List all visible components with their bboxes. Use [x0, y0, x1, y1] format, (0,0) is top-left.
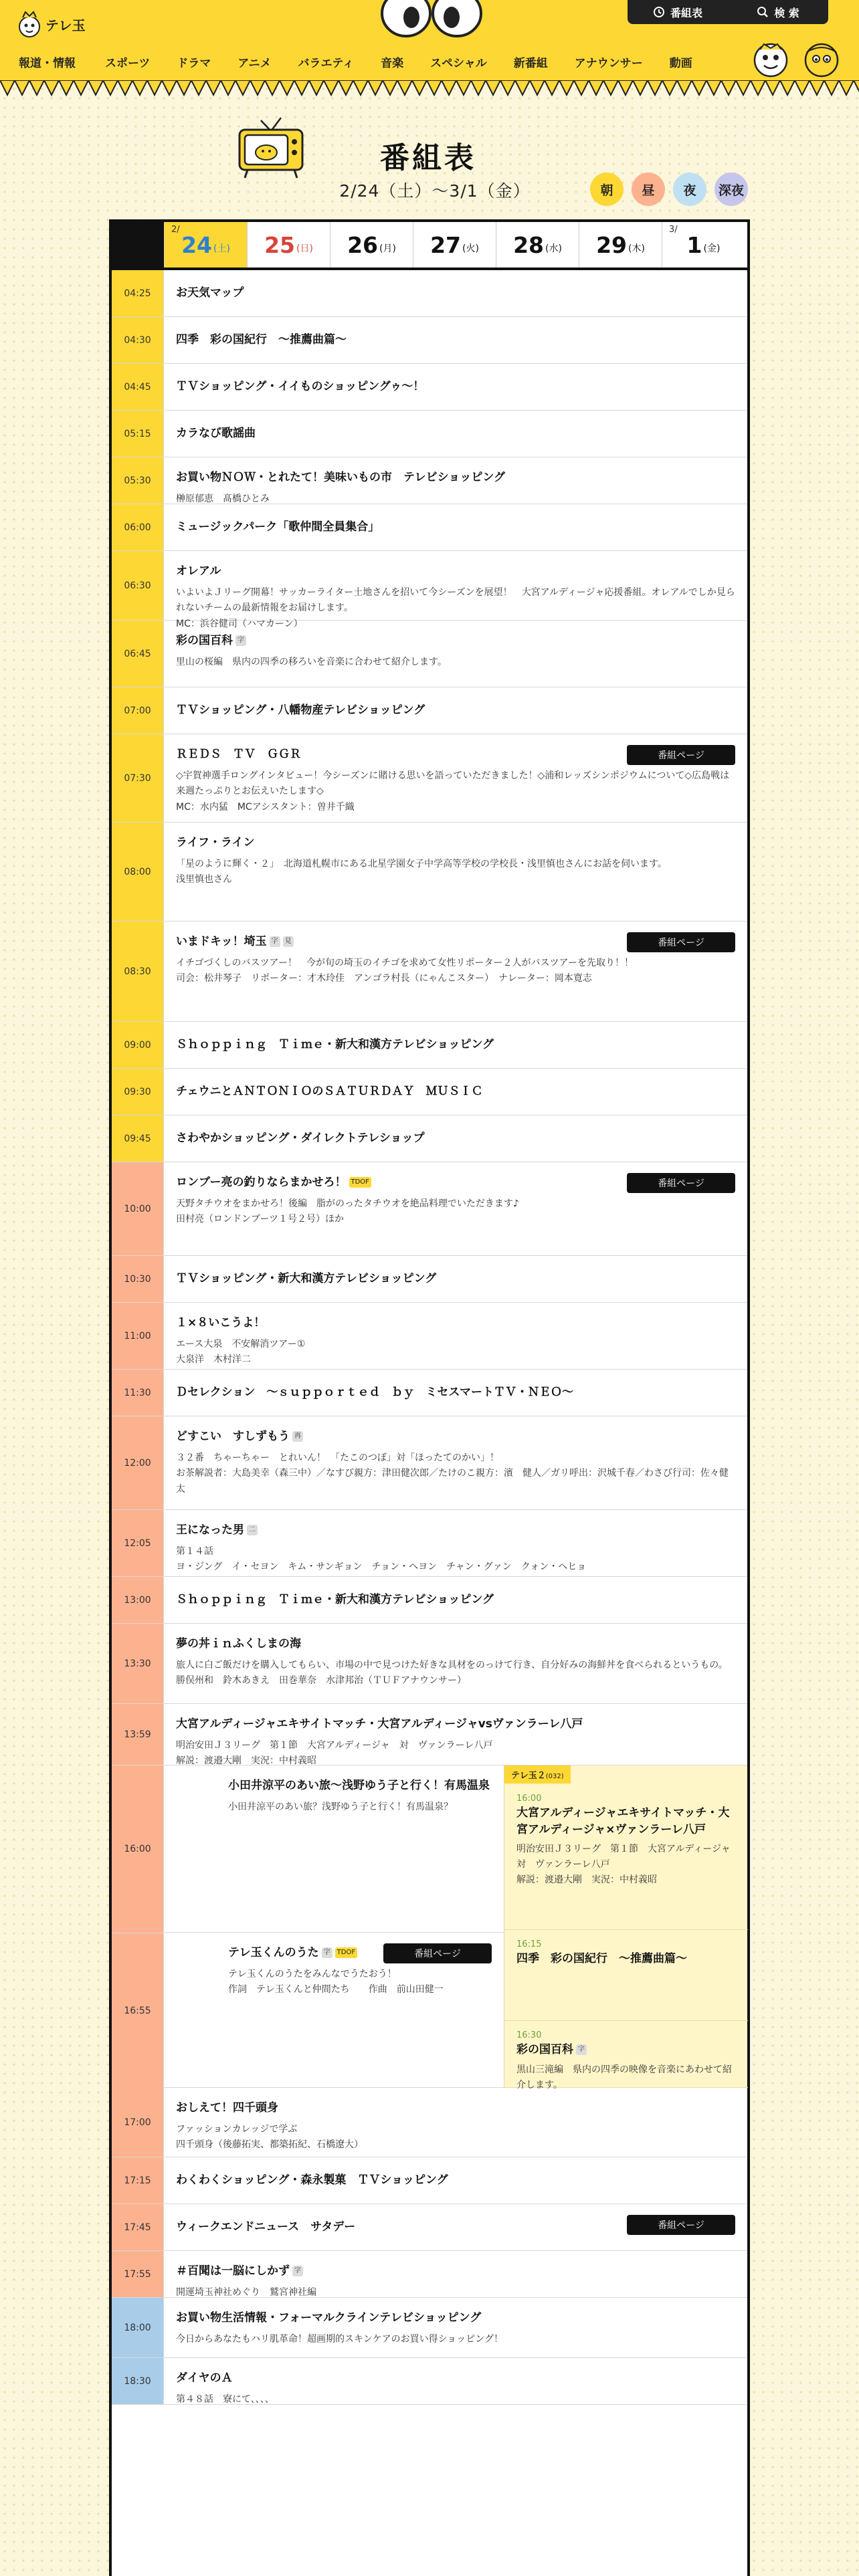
- program-time: 09:45: [112, 1115, 164, 1162]
- page-title: 番組表: [380, 141, 476, 175]
- program-description: 里山の桜編 県内の四季の移ろいを音楽に合わせて紹介します。: [176, 656, 447, 667]
- nav-announcers[interactable]: アナウンサー: [574, 57, 643, 70]
- pill-late-night[interactable]: 深夜: [714, 173, 748, 206]
- program-row: [112, 1510, 747, 1577]
- program-info: [176, 1716, 735, 1769]
- program-title[interactable]: カラなび歌謡曲: [176, 427, 256, 440]
- program-row: [112, 823, 747, 922]
- day-number: 24: [181, 231, 212, 258]
- day-tab[interactable]: [330, 222, 413, 267]
- program-time: 17:00: [112, 2088, 164, 2157]
- program-page-button[interactable]: 番組ページ: [627, 1173, 735, 1193]
- sub-program-title[interactable]: 四季 彩の国紀行 〜推薦曲篇〜: [516, 1952, 687, 1965]
- day-month: 3/: [669, 225, 678, 235]
- program-description: 小田井涼平のあい旅？浅野ゆう子と行く！有馬温泉？: [228, 1801, 453, 1812]
- day-weekday: (水): [545, 243, 562, 254]
- program-badge: 二: [247, 1525, 258, 1536]
- schedule-link-label: 番組表: [670, 6, 702, 19]
- program-badge: 字: [576, 2044, 587, 2056]
- program-time: 06:30: [112, 551, 164, 620]
- day-weekday: (金): [703, 243, 721, 254]
- program-row: [112, 2157, 747, 2204]
- program-row: [164, 1765, 504, 1933]
- program-title[interactable]: お天気マップ: [176, 286, 244, 300]
- program-title[interactable]: ＴＶショッピング・イイものショッピングゥ〜！: [176, 380, 425, 393]
- day-weekday: (月): [379, 243, 396, 254]
- program-time: 12:05: [112, 1510, 164, 1576]
- program-description: 旅人に白ご飯だけを購入してもらい、市場の中で見つけた好きな具材をのっけて行き、自分好みの海鮮丼を食べられるというもの。 勝俣州和 鈴木あきえ 田巻華奈 水津邦治（ＴＵＦアナウンサー）: [176, 1659, 728, 1687]
- program-title[interactable]: 夢の丼ｉｎふくしまの海: [176, 1637, 301, 1650]
- program-title[interactable]: 大宮アルディージャエキサイトマッチ・大宮アルディージャvsヴァンラーレ八戸: [176, 1717, 583, 1731]
- program-title[interactable]: 小田井涼平のあい旅〜浅野ゆう子と行く！有馬温泉: [228, 1779, 490, 1792]
- program-row: [112, 364, 747, 411]
- teletama2-column: [504, 1765, 747, 2090]
- program-time: 17:45: [112, 2204, 164, 2250]
- program-time: 07:30: [112, 734, 164, 822]
- nav-news[interactable]: 報道・情報: [19, 57, 76, 70]
- program-title[interactable]: お買い物ＮＯＷ・とれたて！美味いもの市 テレビショッピング: [176, 471, 505, 484]
- program-info: [176, 425, 735, 442]
- program-row: [112, 2358, 747, 2405]
- program-row: [112, 1370, 747, 1416]
- teredama-badge-icon[interactable]: [803, 41, 840, 79]
- program-title[interactable]: ＴＶショッピング・八幡物産テレビショッピング: [176, 704, 425, 717]
- program-badge: 字: [292, 2266, 303, 2277]
- program-row: [112, 1704, 747, 1765]
- program-info: [176, 1384, 735, 1401]
- program-badge: TDOF: [349, 1177, 371, 1188]
- nav-videos[interactable]: 動画: [669, 57, 692, 70]
- nav-music[interactable]: 音楽: [381, 57, 404, 70]
- program-info: [176, 702, 735, 719]
- program-time: 11:00: [112, 1303, 164, 1369]
- program-title[interactable]: チェウニとＡＮＴＯＮＩＯのＳＡＴＵＲＤＡＹ ＭＵＳＩＣ: [176, 1085, 483, 1098]
- program-description: ファッションカレッジで学ぶ 四千頭身（後藤拓実、都築拓紀、石橋遼大）: [176, 2123, 363, 2151]
- logo-text: テレ玉: [45, 17, 86, 33]
- program-info: [176, 2310, 735, 2347]
- program-time: 10:00: [112, 1162, 164, 1255]
- program-row: [112, 2088, 747, 2157]
- day-weekday: (日): [296, 243, 313, 254]
- program-title[interactable]: Ｄセレクション 〜ｓｕｐｐｏｒｔｅｄ ｂｙ ミセスマートＴＶ・ＮＥＯ〜: [176, 1386, 573, 1399]
- mascot-eyes-icon: [378, 0, 485, 39]
- program-title[interactable]: １×８いこうよ！: [176, 1316, 266, 1329]
- program-description: ◇宇賀神選手ロングインタビュー！今シーズンに賭ける思いを語っていただきました！◇浦和レッズシンポジウムについて◇広島戦は来週たっぷりとお伝えいたします◇ MC：水内猛 MCアシスタント：曽井千織: [176, 770, 730, 813]
- retro-tv-illustration-icon: [234, 112, 308, 179]
- program-time: 08:30: [112, 922, 164, 1021]
- teletama-kun-mascot-icon[interactable]: [752, 41, 789, 79]
- sub-program-time: 16:00: [516, 1794, 542, 1804]
- sub-program-title[interactable]: 大宮アルディージャエキサイトマッチ・大宮アルディージャ×ヴァンラーレ八戸: [516, 1806, 730, 1836]
- program-time: 10:30: [112, 1256, 164, 1302]
- program-description: エース大泉 不安解消ツアー① 大泉洋 木村洋二: [176, 1338, 306, 1366]
- program-info: [176, 835, 735, 888]
- nav-anime[interactable]: アニメ: [237, 57, 272, 70]
- main-channel-column: [164, 1765, 504, 2087]
- program-description: 第１４話 ヨ・ジング イ・セヨン キム・サンギョン チョン・ヘヨン チャン・グァン クォン・ヘヒョ: [176, 1545, 587, 1573]
- sub-program-title[interactable]: 彩の国百科 字: [516, 2042, 737, 2058]
- program-badge: 字: [270, 936, 280, 948]
- program-time: 09:30: [112, 1069, 164, 1115]
- program-row: [112, 270, 747, 317]
- program-page-button[interactable]: 番組ページ: [627, 932, 735, 952]
- pill-daytime[interactable]: 昼: [632, 173, 665, 206]
- program-info: [176, 1037, 735, 1053]
- program-title[interactable]: 彩の国百科 字: [176, 633, 735, 649]
- program-description: イチゴづくしのバスツアー！ 今が旬の埼玉のイチゴを求めて女性リポーター２人がバスツアーを先取り！！ 司会：松井琴子 リポーター：才木玲佳 アンゴラ村長（にゃんこスター） ナレーター：岡本寛志: [176, 957, 634, 984]
- program-page-button[interactable]: 番組ページ: [627, 745, 735, 765]
- program-row: [112, 1577, 747, 1624]
- program-row: [112, 1624, 747, 1704]
- program-title[interactable]: お買い物生活情報・フォーマルクラインテレビショッピング: [176, 2311, 482, 2325]
- program-info: [176, 2370, 735, 2407]
- program-time: 05:30: [112, 457, 164, 504]
- day-number: 29: [596, 231, 627, 258]
- program-description: 榊原郁恵 髙橋ひとみ: [176, 493, 270, 504]
- day-selector: [112, 222, 747, 270]
- program-time: 04:30: [112, 317, 164, 363]
- sub-program: [504, 2021, 748, 2088]
- program-description: 第４８話 寮にて、、、、: [176, 2393, 274, 2405]
- program-row: [112, 1069, 747, 1115]
- site-logo[interactable]: [17, 9, 86, 39]
- program-info: [176, 1592, 735, 1608]
- sub-program: [504, 1930, 748, 2021]
- program-info: [176, 1271, 735, 1287]
- program-row: [112, 551, 747, 630]
- nav-special[interactable]: スペシャル: [430, 57, 487, 70]
- header-zigzag-border: [0, 80, 859, 100]
- program-badge: 字: [235, 635, 246, 647]
- program-info: [176, 2100, 735, 2153]
- channel-tag: テレ玉２(032): [504, 1765, 571, 1784]
- day-tab[interactable]: [579, 222, 662, 267]
- program-time: 11:30: [112, 1370, 164, 1416]
- program-info: [176, 379, 735, 395]
- program-badge: 字: [322, 1947, 332, 1959]
- day-weekday: (木): [628, 243, 645, 254]
- program-info: [176, 469, 735, 507]
- program-time: 17:55: [112, 2251, 164, 2297]
- program-row: [112, 1256, 747, 1303]
- program-time: 16:55: [112, 1933, 164, 2088]
- program-row: [112, 734, 747, 823]
- program-time: 16:00: [112, 1765, 164, 1933]
- program-description: 天野タチウオをまかせろ！後編 脂がのったタチウオを絶品料理でいただきます♪ 田村亮（ロンドンブーツ１号２号）ほか: [176, 1198, 519, 1225]
- program-description: ３２番 ちゃーちゃー とれいん！ 「たこのつぼ」対「ほったてのかい」！ お茶解説者：大島美幸（森三中）／なすび親方：津田健次郎／たけのこ親方：濱 健人／ガリ呼出：沢城千春／わさび行司：佐々健太: [176, 1452, 729, 1495]
- program-title[interactable]: 四季 彩の国紀行 〜推薦曲篇〜: [176, 333, 347, 346]
- program-title[interactable]: ウィークエンドニュース サタデー: [176, 2220, 356, 2234]
- program-badge: 再: [292, 1431, 303, 1442]
- clock-icon: [653, 6, 665, 18]
- teletama-logo-icon: [17, 9, 41, 39]
- date-range: 2/24（土）〜3/1（金）: [339, 181, 531, 201]
- program-title[interactable]: さわやかショッピング・ダイレクトテレショップ: [176, 1132, 425, 1145]
- day-weekday: (火): [462, 243, 479, 254]
- program-info: [176, 2263, 735, 2300]
- day-number: 27: [430, 231, 461, 258]
- program-info: [176, 332, 735, 348]
- program-title[interactable]: ライフ・ライン: [176, 836, 255, 849]
- search-link-label: 検 索: [774, 6, 799, 19]
- program-title[interactable]: ロンブー亮の釣りならまかせろ！ TDOF: [176, 1174, 735, 1191]
- nav-new-programs[interactable]: 新番組: [513, 57, 548, 70]
- program-badge: TDOF: [335, 1947, 357, 1959]
- program-row: [164, 1933, 504, 2088]
- program-time: 07:00: [112, 687, 164, 734]
- program-time: 12:00: [112, 1416, 164, 1509]
- day-number: 26: [347, 231, 378, 258]
- time-of-day-filter: [590, 173, 748, 206]
- program-description: いよいよＪリーグ開幕！サッカーライター土地さんを招いて今シーズンを展望！ 大宮アルディージャ応援番組。オレアルでしか見られないチームの最新情報をお届けします。 MC：浜谷健司（ハマカーン）: [176, 586, 735, 630]
- program-row: [112, 2204, 747, 2251]
- day-tab[interactable]: [164, 222, 247, 267]
- nav-sports[interactable]: スポーツ: [105, 57, 151, 70]
- program-row: [112, 621, 747, 687]
- program-time: 06:00: [112, 504, 164, 550]
- top-utility-bar: [628, 0, 828, 24]
- program-info: [176, 519, 735, 536]
- search-link[interactable]: [728, 0, 828, 24]
- program-time: 13:00: [112, 1577, 164, 1623]
- program-schedule: [109, 219, 750, 2576]
- program-time: 13:30: [112, 1624, 164, 1703]
- program-title[interactable]: テレ玉くんのうた 字 TDOF: [228, 1945, 492, 1961]
- program-time: 08:00: [112, 823, 164, 921]
- program-page-button[interactable]: 番組ページ: [627, 2215, 735, 2235]
- program-time: 18:00: [112, 2298, 164, 2357]
- day-number: 1: [686, 231, 702, 258]
- program-time: 04:45: [112, 364, 164, 410]
- day-tab[interactable]: [496, 222, 579, 267]
- program-badge: 見: [283, 936, 294, 948]
- schedule-link[interactable]: [628, 0, 728, 24]
- program-info: [176, 1083, 735, 1100]
- program-title[interactable]: Ｓｈｏｐｐｉｎｇ Ｔｉｍｅ・新大和漢方テレビショッピング: [176, 1593, 494, 1606]
- sub-program-description: 黒山三滝編 県内の四季の映像を音楽にあわせて紹介します。: [516, 2064, 732, 2090]
- program-row: [112, 687, 747, 734]
- program-title[interactable]: ミュージックパーク「歌仲間全員集合」: [176, 520, 380, 534]
- program-time: 09:00: [112, 1022, 164, 1068]
- program-title[interactable]: オレアル: [176, 564, 221, 578]
- program-title[interactable]: 王になった男 二: [176, 1522, 735, 1539]
- nav-variety[interactable]: バラエティ: [298, 57, 355, 70]
- split-program-block: [112, 1765, 747, 2088]
- sub-program: [504, 1784, 748, 1930]
- program-info: [176, 2172, 735, 2189]
- program-row: [112, 922, 747, 1022]
- program-title[interactable]: ダイヤのＡ: [176, 2371, 233, 2385]
- program-description: 明治安田Ｊ３リーグ 第１節 大宮アルディージャ 対 ヴァンラーレ八戸 解説：渡邉大剛 実況：中村義昭: [176, 1739, 493, 1767]
- day-weekday: (土): [213, 243, 230, 254]
- pill-evening[interactable]: 夜: [673, 173, 706, 206]
- program-info: [176, 1130, 735, 1147]
- sub-program-time: 16:30: [516, 2030, 542, 2040]
- program-row: [112, 2298, 747, 2358]
- sub-program-time: 16:15: [516, 1939, 542, 1949]
- program-title[interactable]: ＲＥＤＳ ＴＶ ＧＧＲ: [176, 748, 301, 761]
- day-number: 28: [513, 231, 544, 258]
- program-time: 05:15: [112, 411, 164, 457]
- program-row: [112, 2251, 747, 2298]
- program-info: [176, 1522, 735, 1576]
- program-row: [112, 1416, 747, 1510]
- program-info: [228, 1778, 492, 1815]
- program-time: 18:30: [112, 2358, 164, 2404]
- program-time: 04:25: [112, 270, 164, 316]
- main-nav: [19, 53, 719, 70]
- program-row: [112, 457, 747, 504]
- program-row: [112, 504, 747, 551]
- program-description: 「星のように輝く・２」 北海道札幌市にある北星学園女子中学高等学校の学校長・浅里慎也さんにお話を伺います。 浅里慎也さん: [176, 858, 667, 885]
- program-info: [176, 1315, 735, 1368]
- program-time: 13:59: [112, 1704, 164, 1765]
- nav-drama[interactable]: ドラマ: [177, 57, 211, 70]
- header-corner: [112, 222, 164, 267]
- program-row: [112, 317, 747, 364]
- program-row: [112, 411, 747, 457]
- program-description: 今日からあなたもハリ肌革命！超画期的スキンケアのお買い得ショッピング！: [176, 2333, 504, 2345]
- pill-morning[interactable]: 朝: [590, 173, 624, 206]
- program-title[interactable]: わくわくショッピング・森永製菓 ＴＶショッピング: [176, 2173, 448, 2187]
- program-title[interactable]: ＴＶショッピング・新大和漢方テレビショッピング: [176, 1272, 437, 1285]
- program-info: [176, 1636, 735, 1689]
- program-description: 開運埼玉神社めぐり 鷲宮神社編: [176, 2286, 316, 2298]
- day-tab[interactable]: [662, 222, 745, 267]
- program-description: テレ玉くんのうたをみんなでうたおう！ 作詞 テレ玉くんと仲間たち 作曲 前山田健一: [228, 1968, 444, 1996]
- day-tab[interactable]: [247, 222, 330, 267]
- search-icon: [757, 6, 769, 18]
- program-title[interactable]: ＃百聞は一脳にしかず 字: [176, 2263, 735, 2280]
- program-row: [112, 1022, 747, 1069]
- program-info: [176, 285, 735, 302]
- program-page-button[interactable]: 番組ページ: [383, 1943, 492, 1963]
- day-month: 2/: [171, 225, 180, 235]
- day-tab[interactable]: [413, 222, 496, 267]
- sub-program-description: 明治安田Ｊ３リーグ 第１節 大宮アルディージャ 対 ヴァンラーレ八戸 解説：渡邉大剛 実況：中村義昭: [516, 1844, 731, 1886]
- program-row: [112, 1115, 747, 1162]
- program-info: [176, 1428, 735, 1498]
- program-time: 17:15: [112, 2157, 164, 2204]
- program-row: [112, 1162, 747, 1256]
- program-title[interactable]: Ｓｈｏｐｐｉｎｇ Ｔｉｍｅ・新大和漢方テレビショッピング: [176, 1038, 494, 1051]
- program-title[interactable]: どすこい すしずもう 再: [176, 1428, 735, 1445]
- program-time: 06:45: [112, 621, 164, 687]
- program-title[interactable]: おしえて！四千頭身: [176, 2101, 278, 2115]
- day-number: 25: [264, 231, 295, 258]
- program-title[interactable]: いまドキッ！埼玉 字 見: [176, 934, 735, 950]
- program-row: [112, 1303, 747, 1370]
- site-header: [0, 0, 859, 80]
- program-info: [176, 633, 735, 670]
